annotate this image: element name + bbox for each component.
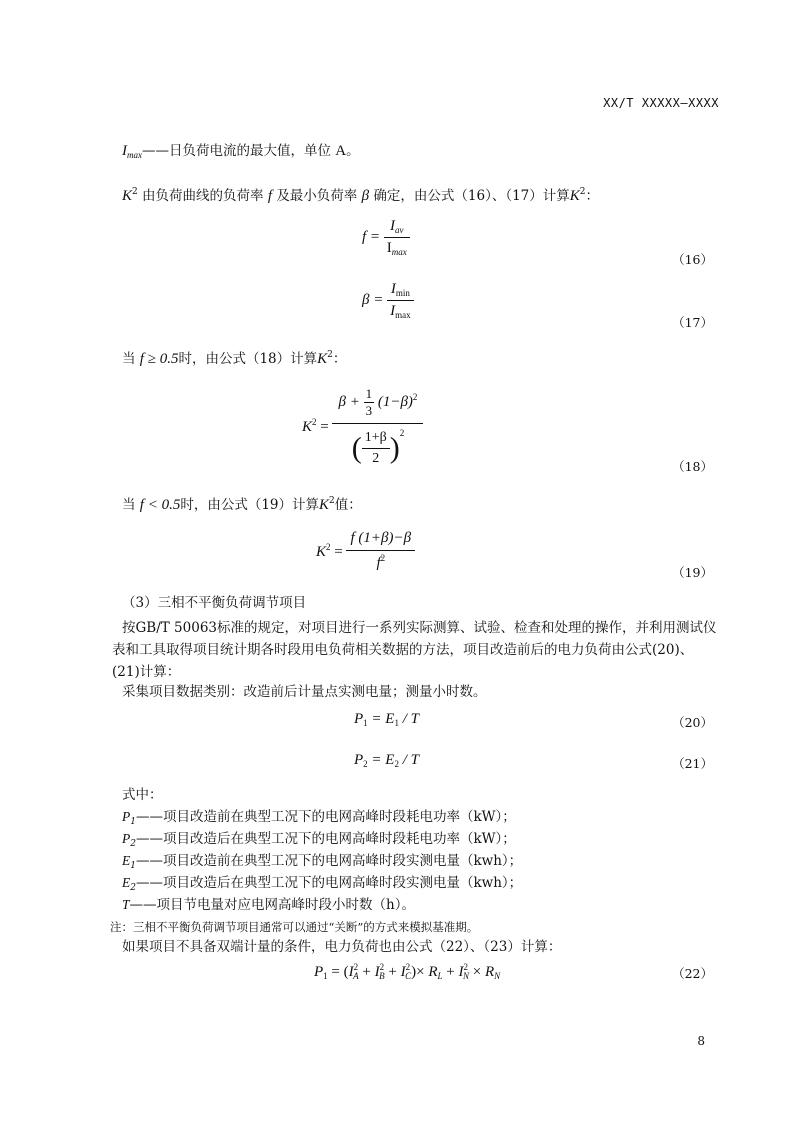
def-e1: $E_1——$项目改造前在典型工况下的电网高峰时段实测电量（kwh）； bbox=[122, 853, 523, 871]
where-label: 式中： bbox=[122, 787, 163, 803]
def-t: T——项目节电量对应电网高峰时段小时数（h）。 bbox=[122, 897, 415, 913]
paragraph-method: 按GB/T 50063标准的规定，对项目进行一系列实际测算、试验、检查和处理的操作，并利用测试仪表和工具取得项目统计期各时段用电负荷相关数据的方法，项目改造前后的电力负荷由公式(20)、(21)计算： bbox=[112, 620, 717, 680]
def-p1: $P_1——$项目改造前在典型工况下的电网高峰时段耗电功率（kW）； bbox=[122, 809, 516, 827]
condition-f-lt: 当 f < 0.5时，由公式（19）计算$K^2$值： bbox=[122, 496, 362, 513]
eq17-number: （17） bbox=[672, 315, 713, 330]
imax-symbol: $I_{max}$ bbox=[122, 143, 142, 160]
eq21-number: （21） bbox=[672, 756, 713, 771]
eq16-number: （16） bbox=[672, 252, 713, 267]
def-p2: $P_2——$项目改造后在典型工况下的电网高峰时段耗电功率（kW）； bbox=[122, 831, 516, 849]
eq22-number: （22） bbox=[672, 966, 713, 981]
eq20-number: （20） bbox=[672, 715, 713, 730]
eq18-fraction: β + $\frac{1}{3}$ $(1-\beta)^2$ ( $\frac{1+\beta}{2}$ )$^2$ bbox=[332, 386, 423, 467]
equation-20: $P_1 = E_1 / T$ bbox=[354, 711, 419, 728]
paragraph-no-dual-metering: 如果项目不具备双端计量的条件，电力负荷也由公式（22）、（23）计算： bbox=[122, 939, 562, 955]
eq16-fraction: $\frac{I_{av}}{I_{max}}$ bbox=[384, 218, 410, 257]
imax-definition: $I_{max}——$日负荷电流的最大值，单位 A。 bbox=[122, 143, 360, 160]
equation-16: f = $\frac{I_{av}}{I_{max}}$ bbox=[362, 218, 410, 257]
equation-17: β = $\frac{I_{min}}{I_{max}}$ bbox=[362, 281, 414, 320]
note: 注：三相不平衡负荷调节项目通常可以通过“关断”的方式来模拟基准期。 bbox=[110, 920, 479, 934]
condition-f-ge: 当 f ≥ 0.5时，由公式（18）计算$K^2$： bbox=[122, 350, 347, 367]
equation-21: $P_2 = E_2 / T$ bbox=[354, 752, 419, 769]
def-e2: $E_2——$项目改造后在典型工况下的电网高峰时段实测电量（kwh）； bbox=[122, 875, 523, 893]
section-3-title: （3）三相不平衡负荷调节项目 bbox=[122, 595, 307, 611]
eq17-fraction: $\frac{I_{min}}{I_{max}}$ bbox=[387, 281, 414, 320]
page-number: 8 bbox=[697, 1034, 705, 1048]
k2-intro: $K^2$ 由负荷曲线的负荷率 f 及最小负荷率 β 确定，由公式（16）、（17）计算$K^2$： bbox=[122, 187, 599, 204]
equation-22: $P_1 = (I^2_A + I^2_B + I^2_C)\times R_L + I^2_N \times R_N$ bbox=[314, 962, 501, 981]
eq19-number: （19） bbox=[672, 565, 713, 580]
eq18-number: （18） bbox=[672, 459, 713, 474]
paragraph-data-types: 采集项目数据类别：改造前后计量点实测电量；测量小时数。 bbox=[122, 684, 487, 700]
equation-19: $K^2$ = $\frac{f (1+\beta)-\beta}{f^2}$ bbox=[316, 530, 415, 572]
eq19-fraction: $\frac{f (1+\beta)-\beta}{f^2}$ bbox=[346, 530, 415, 572]
equation-18: $K^2$ = β + $\frac{1}{3}$ $(1-\beta)^2$ ( $\frac{1+\beta}{2}$ )$^2$ bbox=[302, 386, 423, 467]
doc-code-header: XX/T XXXXX—XXXX bbox=[603, 96, 719, 110]
